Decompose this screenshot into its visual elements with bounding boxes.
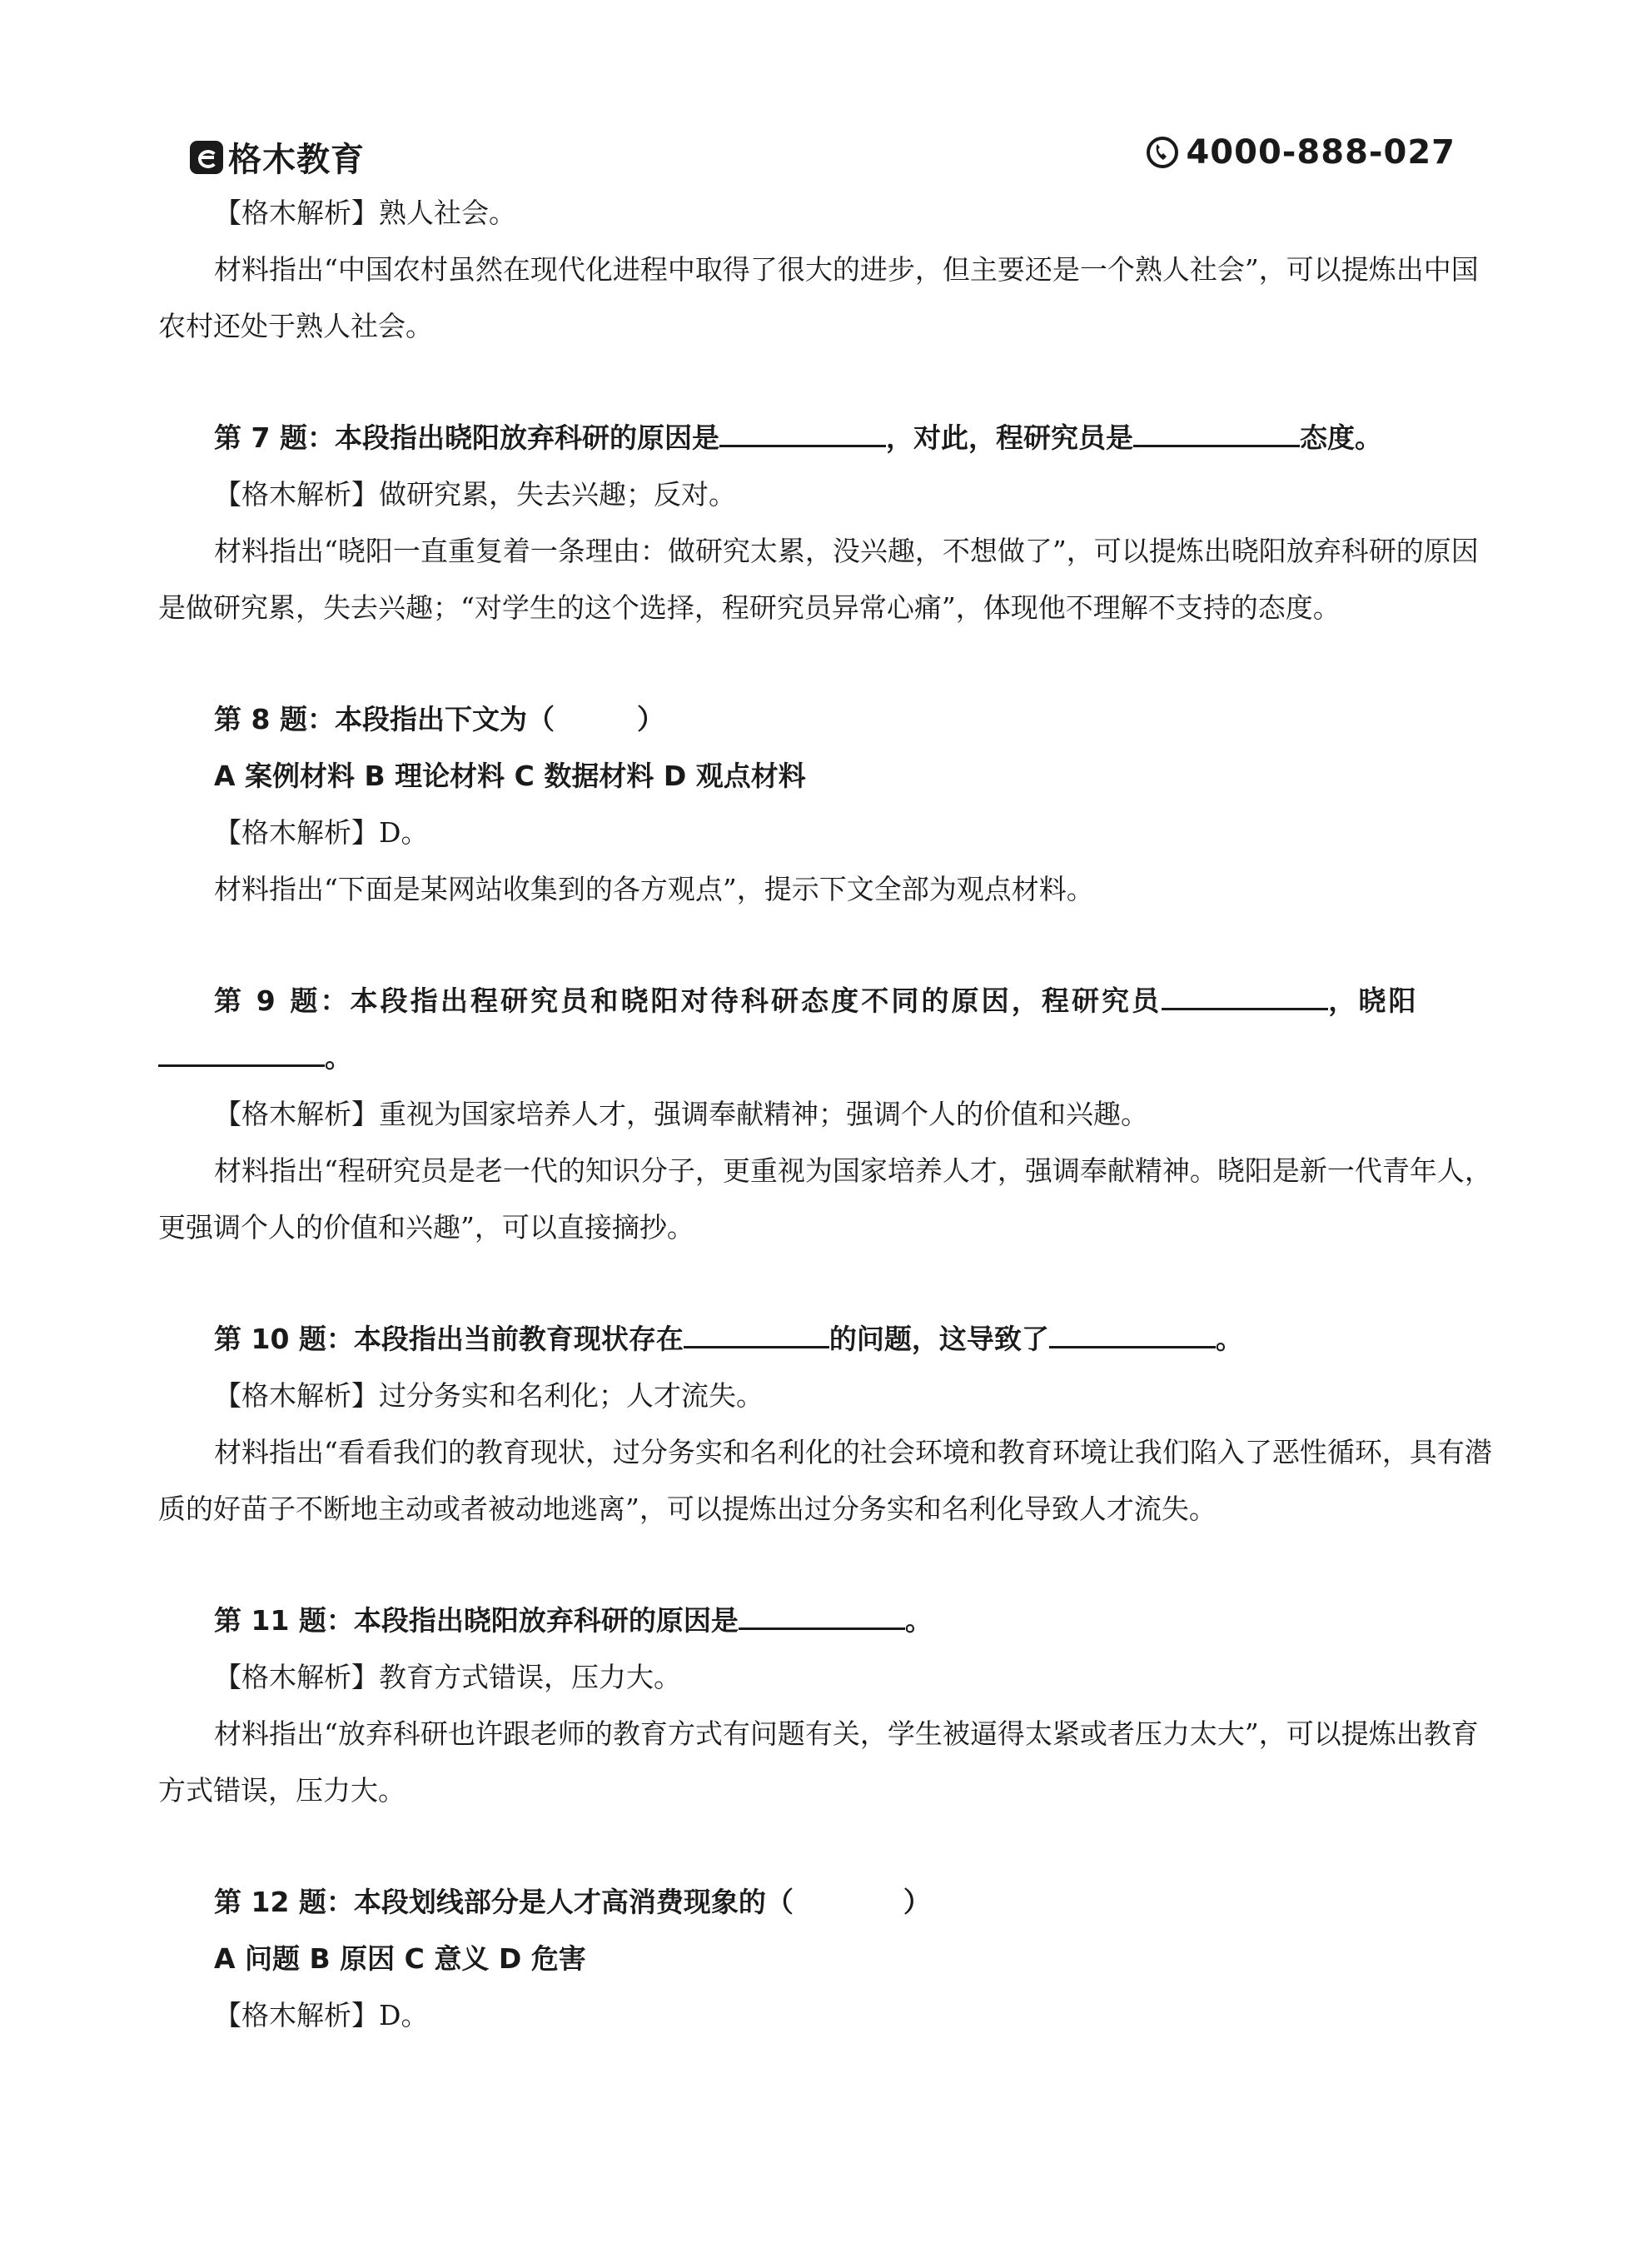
answer-7-analysis: 【格木解析】做研究累，失去兴趣；反对。 <box>214 478 736 511</box>
question-8-options: A 案例材料 B 理论材料 C 数据材料 D 观点材料 <box>214 760 806 792</box>
question-11: 第 11 题：本段指出晓阳放弃科研的原因是 。 <box>214 1604 933 1637</box>
answer-8-material: 材料指出“下面是某网站收集到的各方观点”，提示下文全部为观点材料。 <box>214 873 1094 905</box>
phone-contact <box>1146 133 1455 172</box>
brand-name: 格木教育 <box>228 141 365 179</box>
document-body <box>158 185 1499 2044</box>
answer-6-analysis: 【格木解析】熟人社会。 <box>214 197 516 229</box>
question-9: 第 9 题：本段指出程研究员和晓阳对待科研态度不同的原因，程研究员 ，晓阳。 <box>158 973 1499 1086</box>
question-7: 第 7 题：本段指出晓阳放弃科研的原因是 ，对此，程研究员是 态度。 <box>214 421 1382 454</box>
phone-number: 4000-888-027 <box>1186 133 1455 172</box>
question-12: 第 12 题：本段划线部分是人才高消费现象的（ ） <box>214 1886 931 1918</box>
blank-line <box>158 1041 325 1067</box>
answer-10-analysis: 【格木解析】过分务实和名利化；人才流失。 <box>214 1379 764 1412</box>
blank-line <box>1162 984 1328 1010</box>
blank-line <box>1049 1323 1216 1348</box>
question-10: 第 10 题：本段指出当前教育现状存在 的问题，这导致了 。 <box>214 1323 1243 1355</box>
answer-11-material: 材料指出“放弃科研也许跟老师的教育方式有问题有关，学生被逼得太紧或者压力太大”，可以提炼出教育方式错误，压力大。 <box>158 1717 1479 1807</box>
answer-11-analysis: 【格木解析】教育方式错误，压力大。 <box>214 1661 681 1693</box>
answer-10-material: 材料指出“看看我们的教育现状，过分务实和名利化的社会环境和教育环境让我们陷入了恶性循环，具有潜质的好苗子不断地主动或者被动地逃离”，可以提炼出过分务实和名利化导致人才流失。 <box>158 1436 1492 1525</box>
page-header <box>0 0 1652 192</box>
brand-logo-icon <box>190 141 223 174</box>
question-12-options: A 问题 B 原因 C 意义 D 危害 <box>214 1942 586 1975</box>
answer-9-analysis: 【格木解析】重视为国家培养人才，强调奉献精神；强调个人的价值和兴趣。 <box>214 1098 1148 1130</box>
answer-6-material: 材料指出“中国农村虽然在现代化进程中取得了很大的进步，但主要还是一个熟人社会”，可以提炼出中国农村还处于熟人社会。 <box>158 253 1479 342</box>
answer-9-material: 材料指出“程研究员是老一代的知识分子，更重视为国家培养人才，强调奉献精神。晓阳是新一代青年人，更强调个人的价值和兴趣”，可以直接摘抄。 <box>158 1154 1492 1244</box>
answer-7-material: 材料指出“晓阳一直重复着一条理由：做研究太累，没兴趣，不想做了”，可以提炼出晓阳放弃科研的原因是做研究累，失去兴趣；“对学生的这个选择，程研究员异常心痛”，体现他不理解不支持的态度。 <box>158 535 1479 624</box>
answer-12-analysis: 【格木解析】D。 <box>214 1999 429 2031</box>
blank-line <box>1133 421 1300 447</box>
answer-8-analysis: 【格木解析】D。 <box>214 816 429 849</box>
question-8: 第 8 题：本段指出下文为（ ） <box>214 703 664 735</box>
blank-line <box>719 421 886 447</box>
brand-logo <box>190 133 365 181</box>
blank-line <box>684 1323 829 1348</box>
blank-line <box>739 1604 905 1630</box>
phone-icon <box>1146 136 1179 169</box>
